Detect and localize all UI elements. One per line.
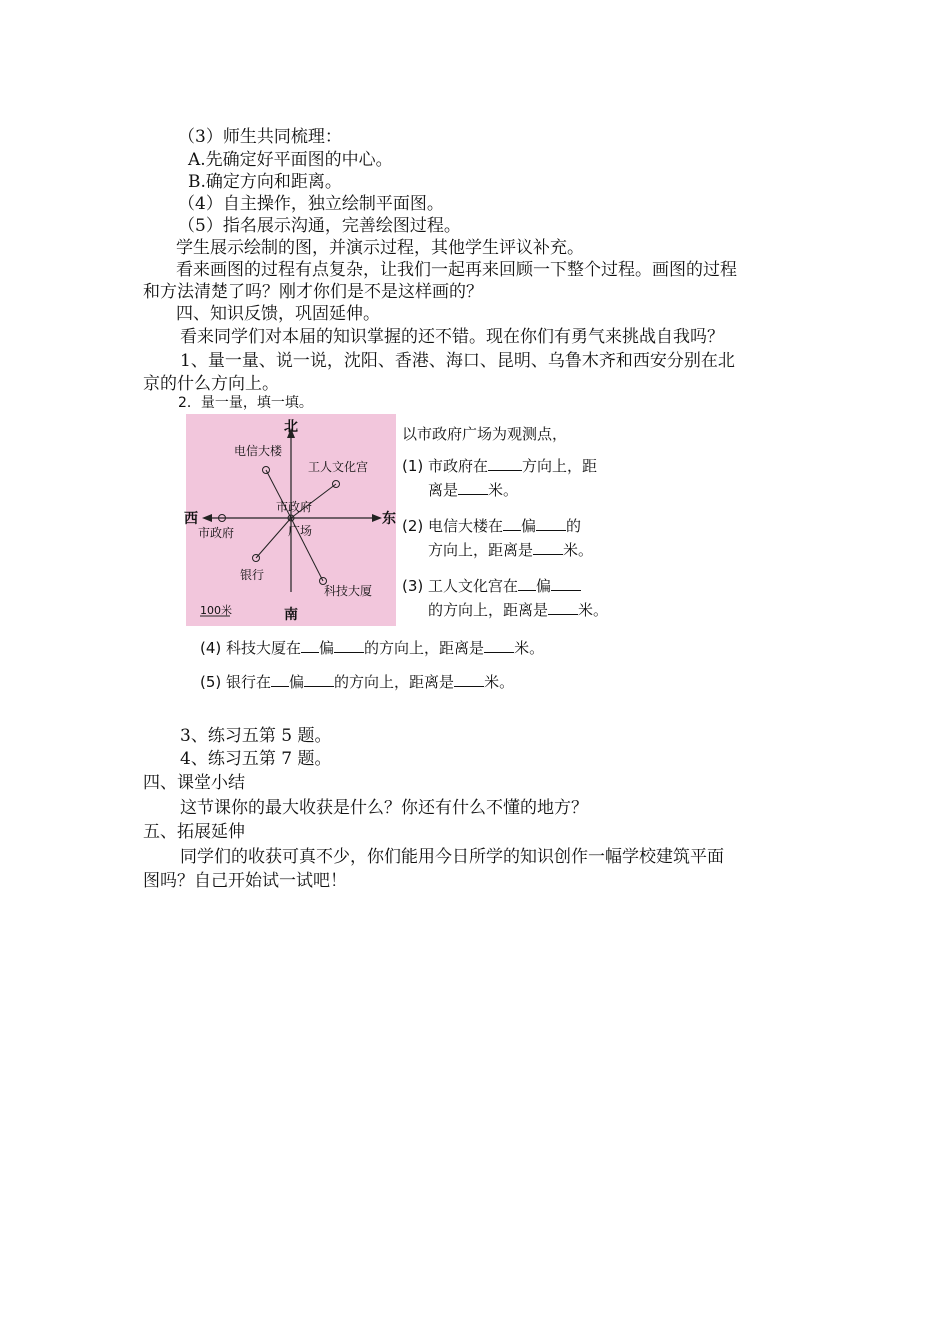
blank	[518, 576, 536, 591]
label-city-gov: 市政府	[198, 526, 235, 540]
label-tech: 科技大厦	[324, 584, 373, 598]
question-3-line-2: 的方向上，距离是 米。	[428, 601, 609, 619]
label-scale: 100米	[200, 604, 232, 617]
label-west: 西	[184, 511, 198, 527]
section-feedback: 四、知识反馈，巩固延伸。	[176, 304, 380, 324]
extension-line-2: 图吗？自己开始试一试吧！	[143, 871, 347, 891]
exercise-1-line-1: 1、量一量、说一说，沈阳、香港、海口、昆明、乌鲁木齐和西安分别在北	[180, 351, 735, 371]
blank	[536, 516, 566, 531]
question-2-line-1: (2) 电信大楼在 偏 的	[402, 517, 582, 535]
section-extension: 五、拓展延伸	[143, 822, 245, 842]
label-telecom: 电信大楼	[234, 444, 283, 458]
blank	[458, 480, 488, 495]
east-arrow	[372, 514, 382, 522]
label-south: 南	[284, 607, 298, 623]
blank	[271, 672, 289, 687]
blank	[304, 672, 334, 687]
exercise-2-title: 2．量一量，填一填。	[178, 395, 313, 411]
exercise-3: 3、练习五第 5 题。	[180, 726, 332, 746]
blank	[484, 638, 514, 653]
question-3-line-1: (3) 工人文化宫在 偏	[402, 576, 581, 596]
blank	[503, 516, 521, 531]
review-line-1: 看来画图的过程有点复杂，让我们一起再来回顾一下整个过程。画图的过程	[176, 260, 737, 280]
step-3-heading: （3）师生共同梳理：	[178, 127, 342, 147]
challenge-line: 看来同学们对本届的知识掌握的还不错。现在你们有勇气来挑战自我吗？	[180, 327, 724, 347]
ray-bank	[256, 518, 291, 558]
step-3-a: A.先确定好平面图的中心。	[188, 150, 393, 170]
label-culture: 工人文化宫	[308, 460, 369, 474]
question-1-line-1: (1) 市政府在 方向上，距	[402, 457, 598, 475]
students-show: 学生展示绘制的图，并演示过程，其他学生评议补充。	[176, 238, 584, 258]
direction-map	[186, 414, 396, 626]
observation-intro: 以市政府广场为观测点，	[402, 425, 568, 443]
blank	[301, 638, 319, 653]
label-square: 广场	[288, 524, 313, 538]
question-5: (5) 银行在 偏 的方向上，距离是 米。	[200, 673, 515, 691]
exercise-2-figure	[178, 392, 638, 702]
section-summary: 四、课堂小结	[143, 773, 245, 793]
label-bank: 银行	[240, 568, 265, 582]
question-4: (4) 科技大厦在 偏 的方向上，距离是 米。	[200, 639, 545, 657]
summary-question: 这节课你的最大收获是什么？你还有什么不懂的地方？	[180, 798, 588, 818]
blank	[488, 456, 522, 471]
blank	[551, 576, 581, 591]
question-1-line-2: 离是 米。	[428, 481, 519, 499]
question-2-line-2: 方向上，距离是 米。	[428, 541, 594, 559]
label-north: 北	[284, 419, 298, 435]
label-center: 市政府	[276, 500, 313, 514]
label-east: 东	[382, 511, 396, 527]
west-arrow	[202, 514, 212, 522]
blank	[334, 638, 364, 653]
blank	[548, 600, 578, 615]
blank	[533, 540, 563, 555]
exercise-4: 4、练习五第 7 题。	[180, 749, 332, 769]
review-line-2: 和方法清楚了吗？刚才你们是不是这样画的？	[143, 282, 483, 302]
extension-line-1: 同学们的收获可真不少，你们能用今日所学的知识创作一幅学校建筑平面	[180, 847, 724, 867]
exercise-1-line-2: 京的什么方向上。	[143, 374, 279, 394]
step-3-b: B.确定方向和距离。	[188, 172, 342, 192]
step-5: （5）指名展示沟通，完善绘图过程。	[178, 216, 461, 236]
blank	[454, 672, 484, 687]
step-4: （4）自主操作，独立绘制平面图。	[178, 194, 444, 214]
